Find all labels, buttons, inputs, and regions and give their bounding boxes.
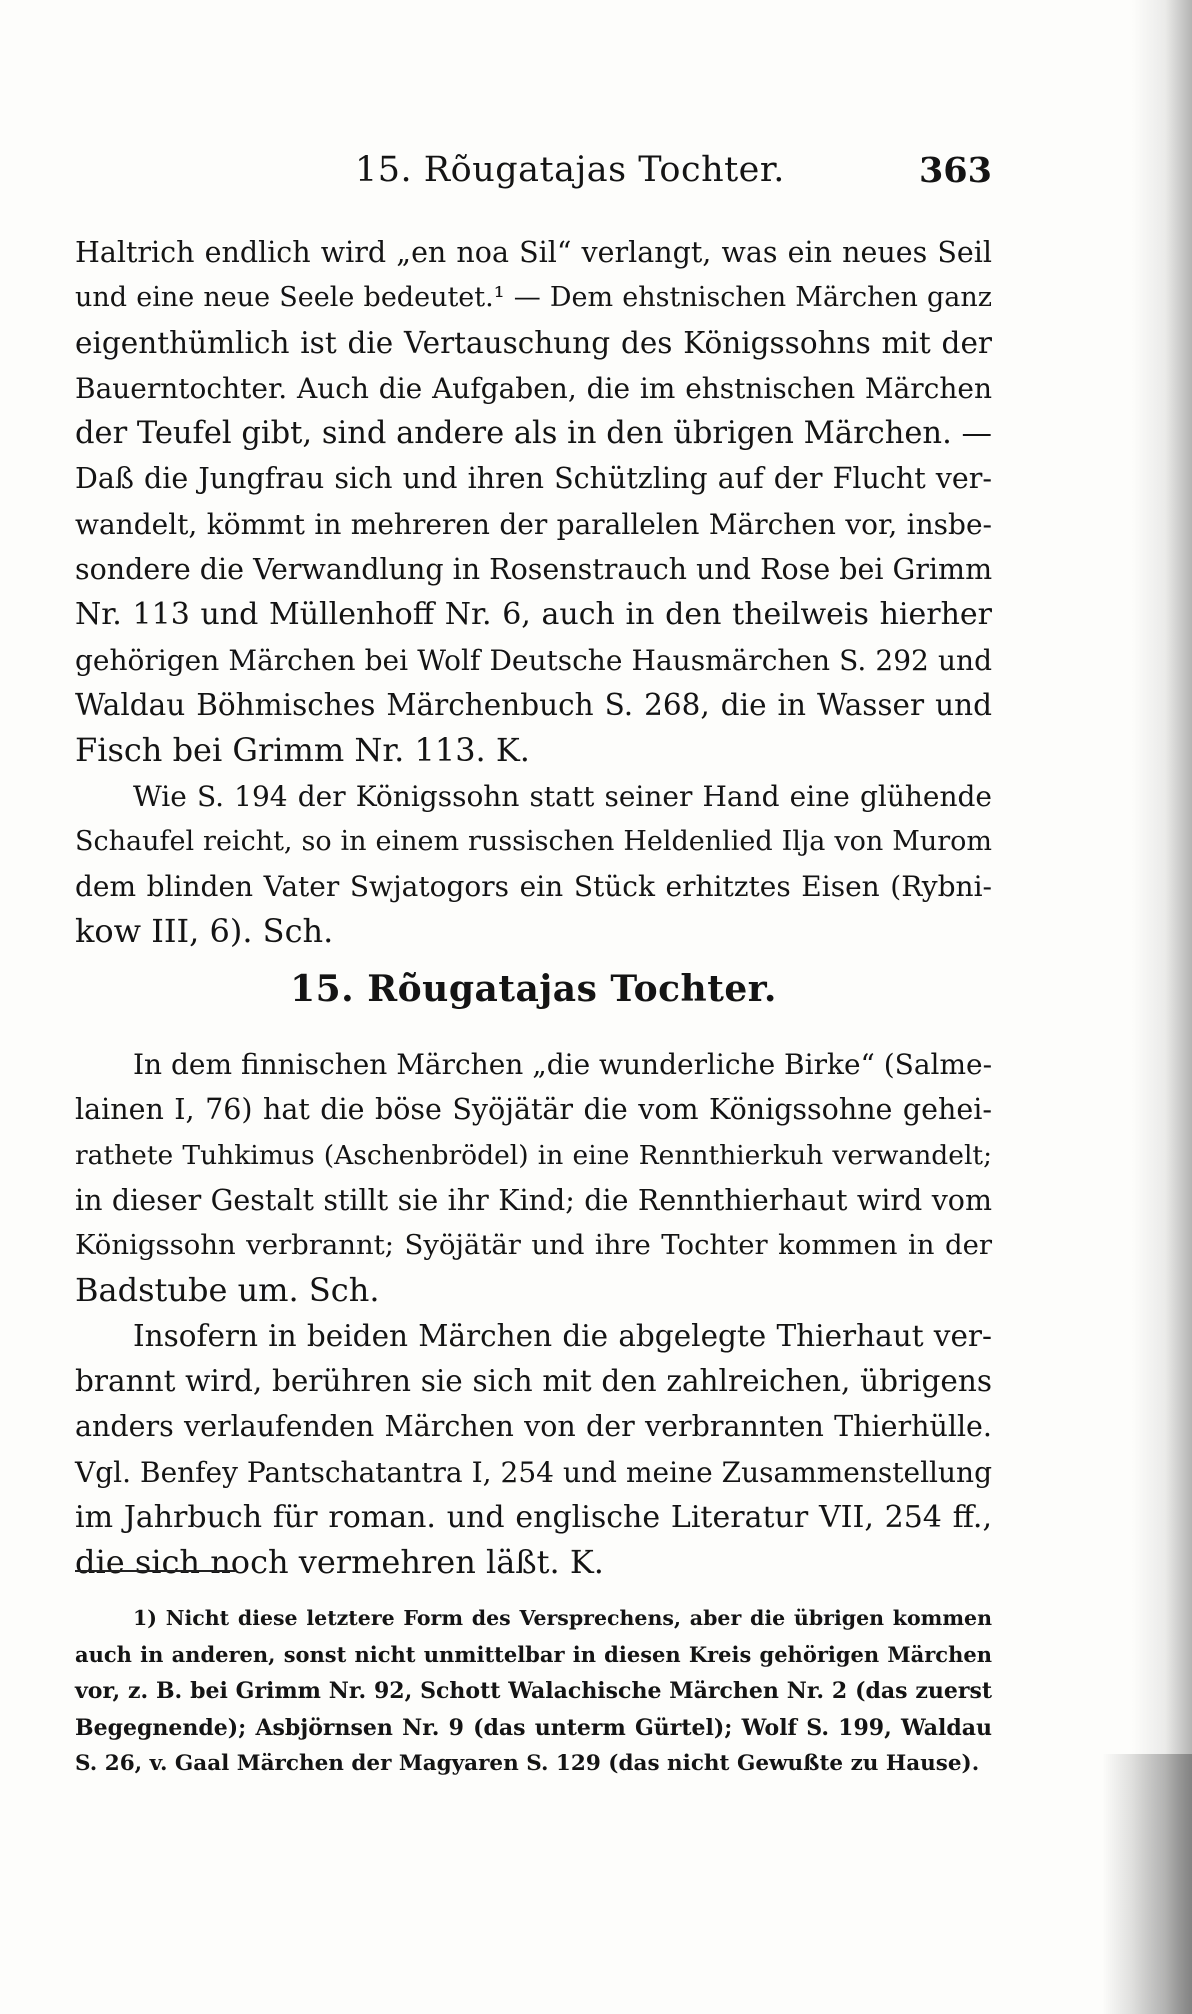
footnote-line: vor, z. B. bei Grimm Nr. 92, Schott Walachische Märchen Nr. 2 (das zuerst bbox=[75, 1678, 992, 1704]
text-line: Badstube um. Sch. bbox=[75, 1271, 380, 1310]
text-line: in dieser Gestalt stillt sie ihr Kind; die Rennthierhaut wird vom bbox=[75, 1183, 992, 1217]
text-line: Vgl. Benfey Pantschatantra I, 254 und meine Zusammenstellung bbox=[75, 1455, 992, 1489]
text-line: wandelt, kömmt in mehreren der parallelen Märchen vor, insbe- bbox=[75, 507, 992, 541]
text-line: die sich noch vermehren läßt. K. bbox=[75, 1543, 604, 1582]
text-line: Schaufel reicht, so in einem russischen Heldenlied Ilja von Murom bbox=[75, 825, 992, 857]
text-line: Daß die Jungfrau sich und ihren Schützling auf der Flucht ver- bbox=[75, 462, 992, 496]
page-number: 363 bbox=[918, 150, 992, 191]
text-line: und eine neue Seele bedeutet.¹ — Dem ehstnischen Märchen ganz bbox=[75, 282, 992, 314]
footnote-line: auch in anderen, sonst nicht unmittelbar in diesen Kreis gehörigen Märchen bbox=[75, 1641, 992, 1667]
text-line: Nr. 113 und Müllenhoff Nr. 6, auch in den theilweis hierher bbox=[75, 597, 992, 633]
text-line: Haltrich endlich wird „en noa Sil“ verlangt, was ein neues Seil bbox=[75, 236, 992, 269]
text-line: Insofern in beiden Märchen die abgelegte Thierhaut ver- bbox=[133, 1318, 992, 1353]
footnote-line: S. 26, v. Gaal Märchen der Magyaren S. 129 (das nicht Gewußte zu Hause). bbox=[75, 1751, 980, 1776]
section-body bbox=[75, 1042, 992, 1586]
page-header bbox=[75, 150, 992, 200]
text-line: sondere die Verwandlung in Rosenstrauch und Rose bei Grimm bbox=[75, 553, 993, 587]
text-line: lainen I, 76) hat die böse Syöjätär die vom Königssohne gehei- bbox=[75, 1093, 992, 1127]
text-line: anders verlaufenden Märchen von der verbrannten Thierhülle. bbox=[75, 1410, 992, 1444]
text-line: Waldau Böhmisches Märchenbuch S. 268, die in Wasser und bbox=[75, 687, 992, 722]
text-line: im Jahrbuch für roman. und englische Literatur VII, 254 ff., bbox=[75, 1499, 992, 1535]
text-line: dem blinden Vater Swjatogors ein Stück erhitztes Eisen (Rybni- bbox=[75, 870, 992, 904]
text-line: eigenthümlich ist die Vertauschung des Königssohns mit der bbox=[75, 325, 992, 360]
text-line: Fisch bei Grimm Nr. 113. K. bbox=[75, 731, 530, 770]
text-line: rathete Tuhkimus (Aschenbrödel) in eine Rennthierkuh verwandelt; bbox=[75, 1139, 992, 1171]
text-line: Wie S. 194 der Königssohn statt seiner Hand eine glühende bbox=[133, 779, 992, 813]
footnote-line: 1) Nicht diese letztere Form des Versprechens, aber die übrigen kommen bbox=[133, 1606, 992, 1630]
text-line: kow III, 6). Sch. bbox=[75, 912, 334, 951]
footnotes bbox=[75, 1600, 992, 1783]
text-line: In dem finnischen Märchen „die wunderliche Birke“ (Salme- bbox=[133, 1048, 993, 1081]
footnote-divider bbox=[75, 1570, 235, 1572]
scan-edge-shadow bbox=[1132, 0, 1192, 2014]
footnote-line: Begegnende); Asbjörnsen Nr. 9 (das unterm Gürtel); Wolf S. 199, Waldau bbox=[75, 1714, 992, 1741]
text-line: der Teufel gibt, sind andere als in den übrigen Märchen. — bbox=[75, 416, 992, 452]
scan-corner-shadow bbox=[1102, 1754, 1192, 2014]
section-heading: 15. Rõugatajas Tochter. bbox=[290, 968, 777, 1010]
commentary-continuation bbox=[75, 230, 992, 955]
text-line: gehörigen Märchen bei Wolf Deutsche Hausmärchen S. 292 und bbox=[75, 643, 992, 677]
text-line: Königssohn verbrannt; Syöjätär und ihre Tochter kommen in der bbox=[75, 1229, 992, 1262]
text-line: brannt wird, berühren sie sich mit den zahlreichen, übrigens bbox=[75, 1364, 992, 1399]
text-line: Bauerntochter. Auch die Aufgaben, die im ehstnischen Märchen bbox=[75, 371, 992, 405]
running-title: 15. Rõugatajas Tochter. bbox=[355, 150, 785, 190]
